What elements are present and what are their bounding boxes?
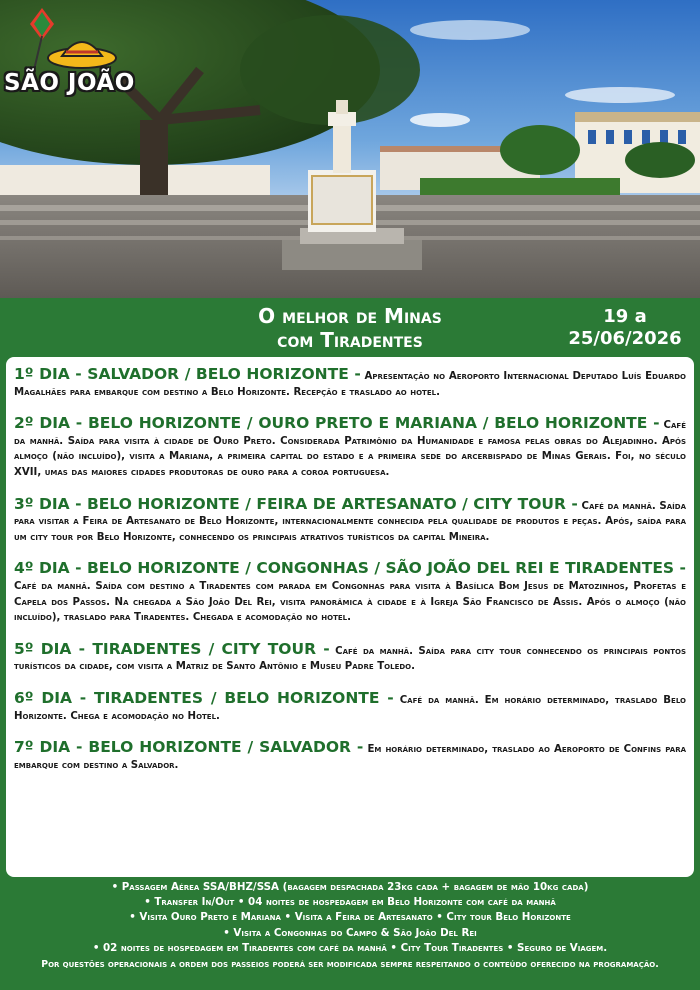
title-line-1: O melhor de Minas <box>258 304 442 328</box>
day-4-text: Café da manhã. Saída com destino a Tiradentes com parada em Congonhas para visita à Basílica Bom Jesus de Matozinhos, Profetas e Capela dos Passos. Na chegada a São João Del Rei, visita panorâmica à cidade e à Igreja São Francisco de Assis. Após o almoço (não incluído), traslado para Tiradentes. Chegada e acomodação no hotel. <box>14 580 686 624</box>
title-band <box>0 298 700 355</box>
day-3-title: 3º DIA - BELO HORIZONTE / FEIRA DE ARTESANATO / CITY TOUR - <box>14 494 578 513</box>
itinerary-box <box>6 357 694 877</box>
inclusion-line-3: • Visita Ouro Preto e Mariana • Visita a Feira de Artesanato • City tour Belo Horizonte <box>129 911 571 924</box>
day-1 <box>14 367 686 400</box>
day-5-title: 5º DIA - TIRADENTES / CITY TOUR - <box>14 639 330 658</box>
day-6-text: Café da manhã. Em horário determinado, traslado Belo Horizonte. Chega e acomodação no Hotel. <box>14 694 686 722</box>
inclusions-list <box>0 880 700 990</box>
day-5 <box>14 639 686 675</box>
operational-note: Por questões operacionais a ordem dos passeios poderá ser modificada sempre respeitando o conteúdo oferecido na programação. <box>41 959 659 971</box>
day-2-title: 2º DIA - BELO HORIZONTE / OURO PRETO E MARIANA / BELO HORIZONTE - <box>14 414 660 433</box>
logo-text: SÃO JOÃO <box>4 70 135 96</box>
day-7-title: 7º DIA - BELO HORIZONTE / SALVADOR - <box>14 738 364 757</box>
dates-line-1: 19 a <box>603 306 647 327</box>
trip-dates <box>560 306 690 350</box>
day-4 <box>14 561 686 625</box>
day-6 <box>14 688 686 724</box>
day-6-title: 6º DIA - TIRADENTES / BELO HORIZONTE - <box>14 688 394 707</box>
day-7 <box>14 740 686 773</box>
inclusion-line-1: • Passagem Aérea SSA/BHZ/SSA (bagagem despachada 23kg cada + bagagem de mão 10kg cada) <box>111 881 589 893</box>
dates-line-2: 25/06/2026 <box>568 328 682 349</box>
page-title <box>180 304 520 352</box>
day-5-text: Café da manhã. Saída para city tour conhecendo os principais pontos turísticos da cidade, com visita a Matriz de Santo Antônio e Museu Padre Toledo. <box>14 645 686 673</box>
inclusion-line-5: • 02 noites de hospedagem em Tiradentes com café da manhã • City Tour Tiradentes • Seguro de Viagem. <box>92 941 608 954</box>
day-2 <box>14 416 686 480</box>
day-3 <box>14 494 686 546</box>
day-1-title: 1º DIA - SALVADOR / BELO HORIZONTE - <box>14 365 361 383</box>
inclusion-line-4: • Visita a Congonhas do Campo & São João Del Rei <box>223 926 477 939</box>
day-4-title: 4º DIA - BELO HORIZONTE / CONGONHAS / SÃO JOÃO DEL REI E TIRADENTES - <box>14 559 686 578</box>
day-3-text: Café da manhã. Saída para visitar a Feira de Artesanato de Belo Horizonte, internacionalmente conhecida pela qualidade de produtos e peças. Após, saída para um city tour por Belo Horizonte, conhecendo os principais atrativos turísticos da capital Mineira. <box>14 500 686 543</box>
day-7-text: Em horário determinado, traslado ao Aeroporto de Confins para embarque com destino a Salvador. <box>14 744 687 771</box>
hero-photo <box>0 0 700 298</box>
inclusion-line-2: • Transfer In/Out • 04 noites de hospedagem em Belo Horizonte com café da manhã <box>144 896 556 909</box>
day-1-text: Apresentação no Aeroporto Internacional Deputado Luís Eduardo Magalhães para embarque com destino a Belo Horizonte. Recepção e traslado ao hotel. <box>14 371 686 398</box>
title-line-2: com Tiradentes <box>277 328 423 352</box>
day-2-text: Café da manhã. Saída para visita à cidade de Ouro Preto. Considerada Patrimônio da Humanidade e famosa pelas obras do Alejadinho. Após almoço (não incluído), visita a Mariana, a primeira capital do estado e a primeira sede do arcerbispado de Minas Gerais. Foi, no século XVII, umas das maiores cidades produtoras de ouro para a coroa portuguesa. <box>14 420 686 478</box>
